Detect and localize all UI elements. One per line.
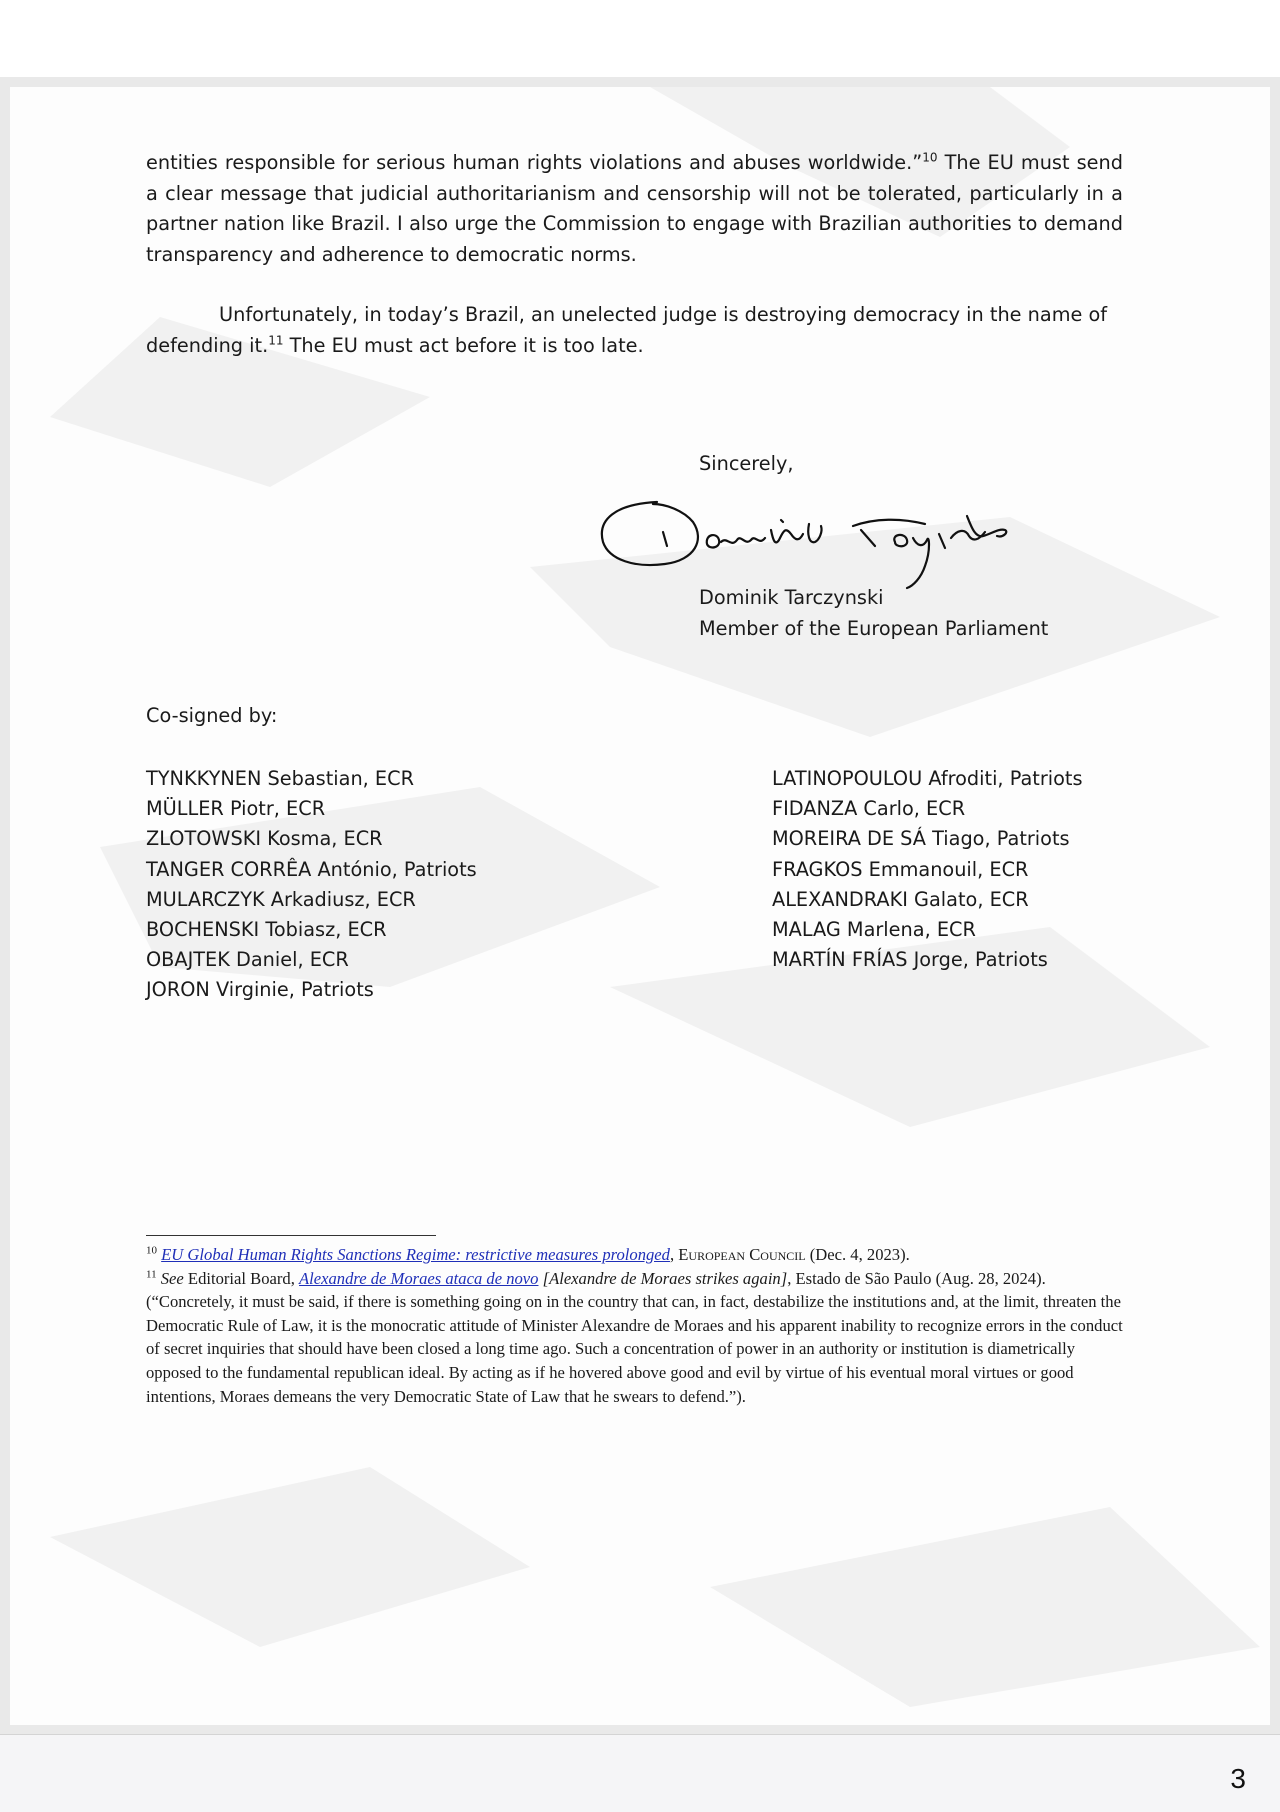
cosigner-item: LATINOPOULOU Afroditi, Patriots <box>772 767 1083 790</box>
paragraph-1-text-a: entities responsible for serious human rights violations and abuses worldwide.” <box>146 151 923 174</box>
footnote-11-text: , Estado de São Paulo (Aug. 28, 2024). (“Concretely, it must be said, if there is something going on in the country that can, in fact, destabilize the institutions and, at the limit, threaten the Democratic Rule of Law, it is the monocratic attitude of Minister Alexandre de Moraes and his apparent inability to recognize errors in the conduct of secret inquiries that should have been closed a long time ago. Such a concentration of power in an authority or institution is diametrically opposed to the fundamental republican ideal. By acting as if he hovered above good and evil by virtue of his eventual moral virtues or good intentions, Moraes demeans the very Democratic State of Law that he swears to defend.”). <box>146 1268 1123 1406</box>
signer-block <box>699 583 1048 644</box>
paragraph-2-text-b: The EU must act before it is too late. <box>283 333 644 357</box>
footnote-10-source: European Council <box>678 1245 806 1264</box>
cosigner-item: OBAJTEK Daniel, ECR <box>146 948 349 972</box>
body-paragraph-2 <box>146 300 1123 361</box>
footnote-divider <box>146 1235 436 1236</box>
paragraph-1-text-b: The EU must send a clear message that judicial authoritarianism and censorship will not be tolerated, particularly in a partner nation like Brazil. I also urge the Commission to engage with Brazilian authorities to demand transparency and adherence to democratic norms. <box>146 151 1123 266</box>
footnote-10-separator: , <box>669 1245 679 1264</box>
cosigner-item: ZLOTOWSKI Kosma, ECR <box>146 827 383 851</box>
cosigner-item: BOCHENSKI Tobiasz, ECR <box>146 918 387 942</box>
cosigner-item: ALEXANDRAKI Galato, ECR <box>772 887 1029 911</box>
footnote-ref-10: 10 <box>922 150 938 165</box>
footnote-10-number: 10 <box>146 1244 157 1257</box>
cosigner-item: JORON Virginie, Patriots <box>146 978 374 1002</box>
cosigner-item: FIDANZA Carlo, ECR <box>772 797 966 821</box>
footnote-11 <box>146 1267 1123 1409</box>
footnotes <box>146 1243 1123 1408</box>
cosigned-label: Co-signed by: <box>146 704 278 727</box>
cosigner-item: MULARCZYK Arkadiusz, ECR <box>146 887 416 911</box>
paragraph-2-text-a: Unfortunately, in today’s Brazil, an unelected judge is destroying democracy in the name of defending it. <box>146 303 1108 357</box>
footnote-ref-11: 11 <box>268 333 284 348</box>
closing-salutation: Sincerely, <box>699 452 794 475</box>
cosigner-item: TANGER CORRÊA António, Patriots <box>146 857 477 881</box>
body-paragraph-1 <box>146 148 1123 270</box>
footnote-11-see: See <box>160 1268 184 1288</box>
cosigner-item: FRAGKOS Emmanouil, ECR <box>772 857 1029 881</box>
cosigner-item: MARTÍN FRÍAS Jorge, Patriots <box>772 948 1048 972</box>
footnote-11-translation: [Alexandre de Moraes strikes again] <box>538 1268 788 1288</box>
footnote-11-link[interactable]: Alexandre de Moraes ataca de novo <box>299 1268 539 1288</box>
cosigner-item: TYNKKYNEN Sebastian, ECR <box>146 767 414 790</box>
page-number: 3 <box>1230 1763 1246 1794</box>
footnote-10 <box>146 1243 1123 1267</box>
footnote-11-number: 11 <box>146 1268 157 1281</box>
footnote-11-pre: Editorial Board, <box>183 1268 299 1288</box>
cosigner-item: MÜLLER Piotr, ECR <box>146 797 326 821</box>
signer-name: Dominik Tarczynski <box>699 586 884 609</box>
cosigner-item: MALAG Marlena, ECR <box>772 918 976 942</box>
cosigner-item: MOREIRA DE SÁ Tiago, Patriots <box>772 827 1070 851</box>
footnote-10-link[interactable]: EU Global Human Rights Sanctions Regime: restrictive measures prolonged <box>161 1245 670 1264</box>
signer-title: Member of the European Parliament <box>699 616 1049 640</box>
footnote-10-date: (Dec. 4, 2023). <box>805 1245 910 1264</box>
cosigners-left-column <box>146 764 477 1006</box>
cosigners-right-column <box>772 764 1083 975</box>
viewer-bottom-bar <box>0 1734 1280 1812</box>
